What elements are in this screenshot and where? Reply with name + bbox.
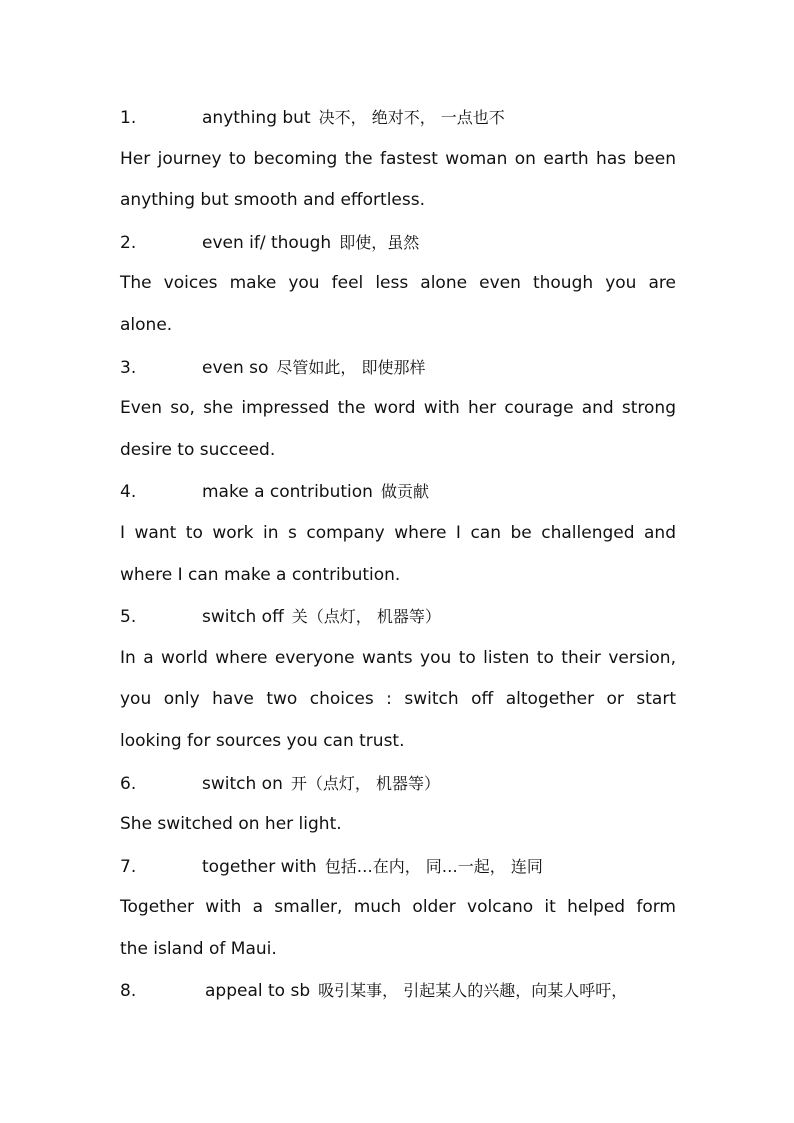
entry-number: 1.: [120, 108, 137, 128]
document-page: [120, 97, 676, 1012]
entry-term: switch on: [202, 773, 283, 794]
entry-heading: [120, 846, 676, 888]
example-line: In a world where everyone wants you to listen to their version,: [120, 647, 676, 668]
entry-term: even so: [202, 357, 269, 378]
entry-gloss: 包括…在内， 同…一起， 连同: [324, 856, 543, 876]
entry-term: anything but: [202, 108, 311, 128]
example-line: I want to work in s company where I can be challenged and: [120, 522, 676, 543]
entry-term: even if/ though: [202, 232, 332, 253]
entry-gloss: 开（点灯， 机器等）: [290, 773, 440, 793]
entry-gloss: 吸引某事， 引起某人的兴趣，向某人呼吁，: [318, 981, 628, 1001]
entry-gloss: 即使，虽然: [339, 232, 420, 252]
example-line: where I can make a contribution.: [120, 564, 401, 585]
entry-gloss: 做贡献: [380, 482, 429, 502]
entry-number: 4.: [120, 482, 137, 503]
entry-gloss: 决不， 绝对不， 一点也不: [318, 108, 505, 127]
entry-number: 8.: [120, 981, 137, 1002]
entry-heading: [120, 763, 676, 805]
example-line: desire to succeed.: [120, 439, 276, 460]
entry-gloss: 关（点灯， 机器等）: [291, 607, 441, 627]
entry-number: 6.: [120, 773, 137, 794]
example-line: alone.: [120, 314, 173, 335]
entry-term: switch off: [202, 607, 284, 628]
entry-term: make a contribution: [202, 482, 373, 503]
entry-term: appeal to sb: [205, 981, 311, 1002]
example-line: looking for sources you can trust.: [120, 730, 405, 751]
entry-number: 5.: [120, 607, 137, 628]
entry-heading: [120, 97, 676, 139]
example-line: She switched on her light.: [120, 814, 342, 835]
entry-heading: [120, 471, 676, 513]
entry-number: 3.: [120, 357, 137, 378]
example-line: Together with a smaller, much older volcano it helped form: [120, 897, 676, 918]
example-line: you only have two choices : switch off altogether or start: [120, 689, 676, 710]
entry-number: 7.: [120, 856, 137, 877]
entry-heading: [120, 347, 676, 389]
entry-term: together with: [202, 856, 317, 877]
example-line: Her journey to becoming the fastest woman on earth has been: [120, 148, 676, 169]
entry-heading: [120, 596, 676, 638]
entry-gloss: 尽管如此， 即使那样: [276, 357, 426, 377]
example-line: The voices make you feel less alone even though you are: [120, 273, 676, 294]
example-line: the island of Maui.: [120, 938, 277, 959]
example-line: anything but smooth and effortless.: [120, 190, 425, 211]
entry-number: 2.: [120, 232, 137, 253]
example-line: Even so, she impressed the word with her courage and strong: [120, 398, 676, 419]
entry-heading: [120, 970, 676, 1012]
entry-heading: [120, 222, 676, 264]
